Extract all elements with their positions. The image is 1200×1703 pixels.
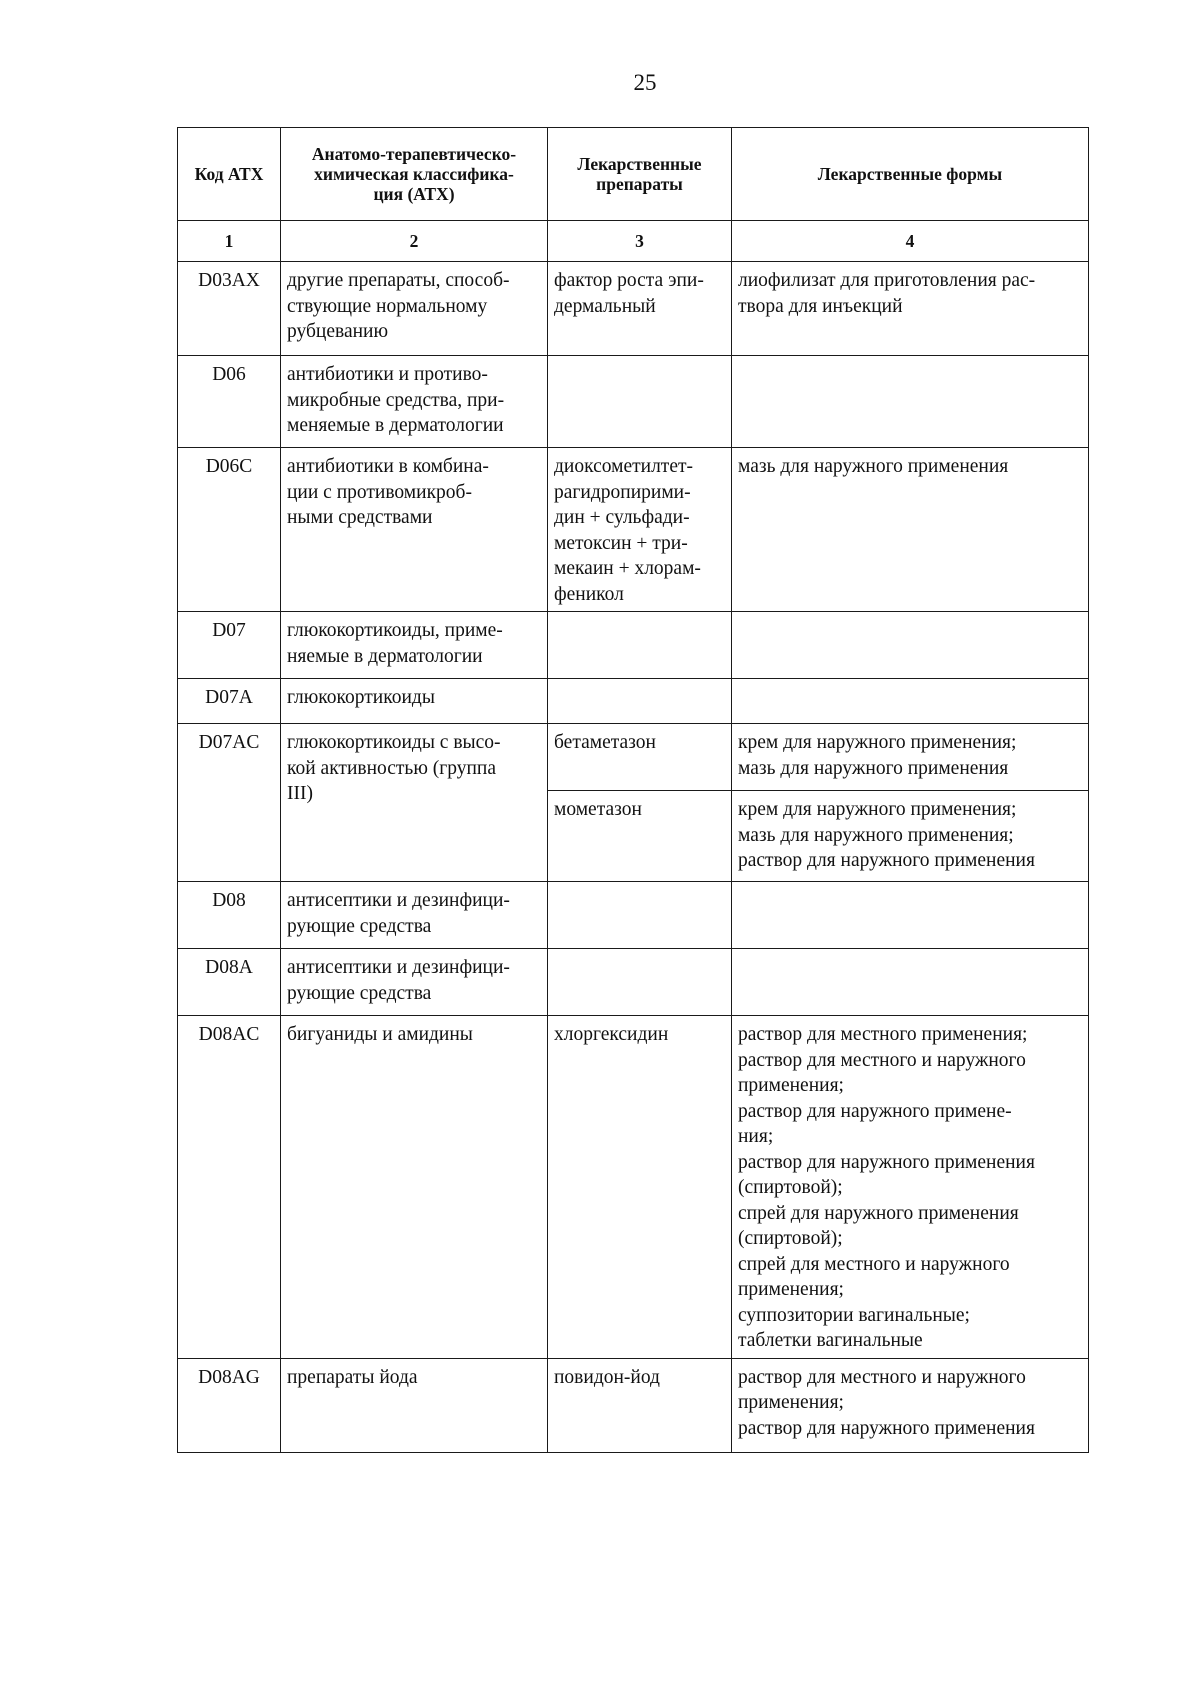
drug-cell: [548, 949, 732, 1016]
drug-cell: [548, 791, 732, 882]
drug-line: рагидропирими-: [554, 481, 691, 503]
atx-code-cell: D03AX: [178, 262, 281, 356]
atx-code-cell: D08AG: [178, 1358, 281, 1452]
page-number: 25: [633, 70, 657, 95]
dosage-form-line: применения;: [738, 1279, 844, 1300]
classification-line: кой активностью (группа: [287, 757, 497, 779]
drug-cell: [548, 1016, 732, 1359]
classification-cell: [281, 724, 548, 882]
drug-cell: [548, 1358, 732, 1452]
classification-line: меняемые в дерматологии: [287, 415, 504, 436]
classification-cell: [281, 612, 548, 679]
table-row: [178, 612, 1089, 679]
dosage-form-line: мазь для наружного применения: [738, 757, 1009, 779]
dosage-form-line: мазь для наружного применения;: [738, 824, 1014, 846]
table-row: [178, 949, 1089, 1016]
drug-line: бетаметазон: [554, 732, 656, 753]
dosage-form-cell: [732, 679, 1089, 724]
dosage-form-cell: [732, 262, 1089, 356]
classification-line: антисептики и дезинфици-: [287, 957, 510, 978]
header-forms: Лекарственные формы: [732, 128, 1089, 221]
dosage-form-line: мазь для наружного применения: [738, 456, 1009, 477]
dosage-form-line: таблетки вагинальные: [738, 1330, 923, 1351]
dosage-form-cell: [732, 448, 1089, 612]
table-row: [178, 1016, 1089, 1359]
table-row: [178, 448, 1089, 612]
dosage-form-line: спрей для местного и наружного: [738, 1253, 1010, 1275]
classification-line: III): [287, 783, 313, 804]
classification-line: антибиотики и противо-: [287, 364, 488, 385]
table-body: [178, 262, 1089, 1453]
drug-line: диоксометилтет-: [554, 456, 694, 477]
table-header-row: [178, 128, 1089, 221]
atx-code-cell: D07AC: [178, 724, 281, 882]
classification-line: няемые в дерматологии: [287, 645, 483, 667]
classification-cell: [281, 356, 548, 448]
header-drug-line: препараты: [596, 174, 683, 194]
column-number-row: [178, 221, 1089, 262]
table-row: [178, 262, 1089, 356]
drug-cell: [548, 724, 732, 791]
dosage-form-line: лиофилизат для приготовления рас-: [738, 270, 1036, 291]
classification-cell: [281, 448, 548, 612]
drug-line: повидон-йод: [554, 1366, 660, 1388]
classification-line: бигуаниды и амидины: [287, 1024, 473, 1045]
dosage-form-cell: [732, 882, 1089, 949]
classification-line: рующие средства: [287, 982, 432, 1004]
classification-line: ции с противомикроб-: [287, 481, 472, 503]
drug-cell: [548, 448, 732, 612]
classification-line: антисептики и дезинфици-: [287, 890, 510, 911]
atx-code-cell: D08A: [178, 949, 281, 1016]
header-classification: [281, 128, 548, 221]
header-class-line: ция (АТХ): [373, 184, 455, 204]
atx-table: [177, 127, 1089, 1453]
drug-line: хлоргексидин: [554, 1024, 669, 1045]
dosage-form-cell: [732, 612, 1089, 679]
dosage-form-line: применения;: [738, 1075, 844, 1096]
drug-cell: [548, 882, 732, 949]
classification-line: антибиотики в комбина-: [287, 456, 489, 477]
dosage-form-line: крем для наружного применения;: [738, 732, 1017, 753]
dosage-form-line: раствор для местного применения;: [738, 1024, 1028, 1045]
classification-line: ными средствами: [287, 507, 433, 528]
classification-cell: [281, 882, 548, 949]
dosage-form-line: раствор для местного и наружного: [738, 1366, 1026, 1388]
header-drugs: [548, 128, 732, 221]
drug-line: феникол: [554, 583, 624, 605]
atx-code-cell: D06: [178, 356, 281, 448]
dosage-form-cell: [732, 1016, 1089, 1359]
classification-cell: [281, 679, 548, 724]
atx-code-cell: D06C: [178, 448, 281, 612]
classification-cell: [281, 1358, 548, 1452]
dosage-form-cell: [732, 356, 1089, 448]
classification-line: глюкокортикоиды: [287, 687, 435, 708]
dosage-form-line: (спиртовой);: [738, 1177, 843, 1198]
drug-line: метоксин + три-: [554, 532, 688, 554]
drug-cell: [548, 612, 732, 679]
table-row: [178, 724, 1089, 791]
dosage-form-line: суппозитории вагинальные;: [738, 1304, 970, 1326]
header-class-line: Анатомо-терапевтическо-: [311, 144, 517, 164]
dosage-form-line: раствор для наружного применения: [738, 850, 1035, 871]
classification-line: другие препараты, способ-: [287, 270, 510, 291]
dosage-form-line: раствор для наружного примене-: [738, 1100, 1012, 1122]
dosage-form-line: крем для наружного применения;: [738, 799, 1017, 820]
table-row: [178, 1358, 1089, 1452]
classification-line: рубцеванию: [287, 321, 389, 342]
drug-line: дин + сульфади-: [554, 507, 690, 528]
classification-line: микробные средства, при-: [287, 389, 505, 411]
drug-cell: [548, 262, 732, 356]
dosage-form-cell: [732, 949, 1089, 1016]
table-row: [178, 356, 1089, 448]
atx-code-cell: D07A: [178, 679, 281, 724]
drug-line: мометазон: [554, 799, 642, 820]
dosage-form-line: (спиртовой);: [738, 1228, 843, 1249]
dosage-form-line: раствор для местного и наружного: [738, 1049, 1026, 1071]
atx-code-cell: D08AC: [178, 1016, 281, 1359]
classification-cell: [281, 1016, 548, 1359]
atx-code-cell: D08: [178, 882, 281, 949]
drug-cell: [548, 356, 732, 448]
drug-line: мекаин + хлорам-: [554, 558, 701, 579]
dosage-form-line: спрей для наружного применения: [738, 1202, 1019, 1224]
atx-code-cell: D07: [178, 612, 281, 679]
column-number: 1: [178, 221, 281, 262]
header-drug-line: Лекарственные: [577, 154, 702, 174]
drug-cell: [548, 679, 732, 724]
drug-line: дермальный: [554, 295, 656, 317]
dosage-form-cell: [732, 1358, 1089, 1452]
classification-line: глюкокортикоиды с высо-: [287, 732, 501, 753]
classification-cell: [281, 949, 548, 1016]
column-number: 2: [281, 221, 548, 262]
dosage-form-cell: [732, 791, 1089, 882]
header-code: Код АТХ: [178, 128, 281, 221]
column-number: 3: [548, 221, 732, 262]
table-row: [178, 882, 1089, 949]
dosage-form-line: применения;: [738, 1392, 844, 1413]
classification-cell: [281, 262, 548, 356]
drug-line: фактор роста эпи-: [554, 270, 704, 291]
dosage-form-line: раствор для наружного применения: [738, 1151, 1035, 1173]
header-class-line: химическая классифика-: [314, 164, 514, 184]
classification-line: рующие средства: [287, 915, 432, 937]
dosage-form-line: твора для инъекций: [738, 295, 903, 317]
table-row: [178, 679, 1089, 724]
dosage-form-line: раствор для наружного применения: [738, 1417, 1035, 1439]
classification-line: глюкокортикоиды, приме-: [287, 620, 503, 641]
column-number: 4: [732, 221, 1089, 262]
classification-line: препараты йода: [287, 1366, 418, 1388]
dosage-form-line: ния;: [738, 1126, 774, 1147]
classification-line: ствующие нормальному: [287, 295, 488, 317]
dosage-form-cell: [732, 724, 1089, 791]
